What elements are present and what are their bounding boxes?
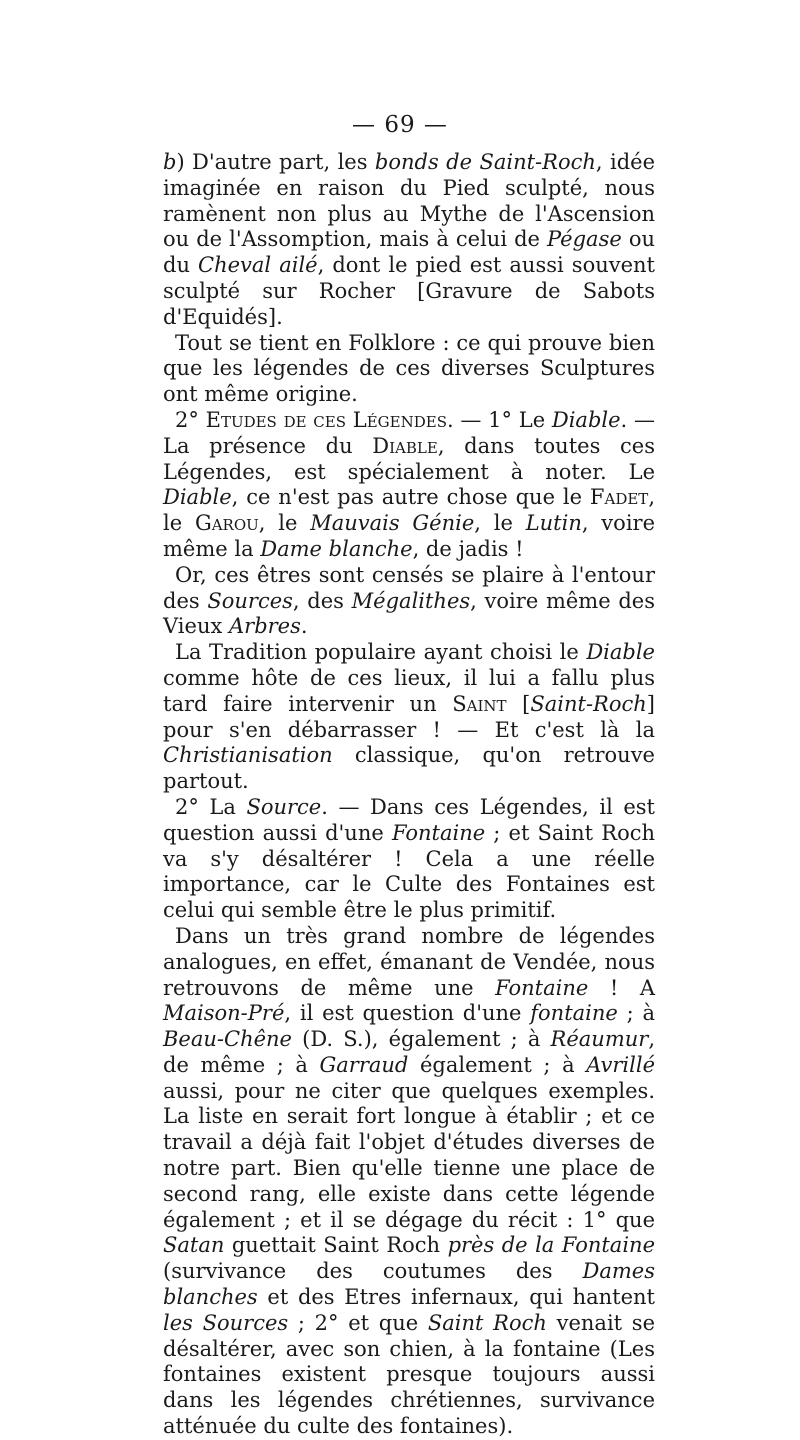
text-segment: . — La présence du [163,407,655,458]
text-segment: ; et Saint Roch va s'y désaltérer ! Cela a une réelle importance, car le Culte des Fontaines est celui qui semble être le plus primitif. [163,820,655,923]
text-segment: 2° La [175,794,247,819]
italic-text: Dames blanches [163,1259,655,1310]
text-segment: venait se désaltérer, avec son chien, à la fontaine (Les fontaines existent presque toujours aussi dans les légendes chrétiennes, survivance atténuée du culte des fontaines). [163,1310,656,1439]
italic-text: Source [246,794,322,819]
text-segment: . [300,614,308,639]
italic-text: Fontaine [391,820,486,845]
text-segment: Tout se tient en Folklore : ce qui prouve bien que les légendes de ces diverses Sculptures ont même origine. [163,330,655,407]
small-caps-text: Saint [452,691,507,716]
text-segment: et des Etres infernaux, qui hantent [257,1285,655,1310]
italic-text: Maison-Pré [163,1001,285,1026]
text-segment: , voire même des Vieux [163,588,655,639]
paragraph [163,150,655,331]
text-segment: . — Dans ces Légendes, il est question aussi d'une [163,794,655,845]
text-segment: ou du [163,227,656,278]
text-segment: , dans toutes ces Légendes, est spécialement à noter. Le [163,433,655,484]
text-segment: Dans un très grand nombre de légendes analogues, en effet, émanant de Vendée, nous retrouvons de même une [163,923,655,1000]
italic-text: b [163,150,177,174]
text-segment: , des [292,588,352,613]
italic-text: Sources [207,588,293,613]
text-segment: (survivance des coutumes des [163,1259,583,1284]
italic-text: Lutin [525,511,582,536]
italic-text: Mégalithes [351,588,471,613]
text-segment: , ce n'est pas autre chose que le [231,485,590,510]
text-segment: (D. S.), également ; à [291,1027,551,1052]
text-segment: comme hôte de ces lieux, il lui a fallu plus tard faire intervenir un [163,665,655,716]
text-segment: , idée imaginée en raison du Pied sculpté, nous ramènent non plus au Mythe de l'Ascension ou de l'Assomption, mais à celui de [163,150,655,252]
text-segment: ! A [588,975,655,1000]
text-segment: , de jadis ! [412,536,524,561]
text-segment: [ [506,691,531,716]
text-segment: , le [163,485,655,536]
italic-text: Avrillé [586,1052,655,1077]
text-segment: Or, ces êtres sont censés se plaire à l'entour des [163,562,655,613]
text-segment: , voire même la [163,511,655,561]
paragraph [163,331,655,408]
italic-text: Fontaine [495,975,589,1000]
italic-text: Christianisation [163,743,333,768]
text-segment: , le [474,511,526,536]
body-text [163,150,655,1440]
small-caps-text: Diable [372,433,438,458]
italic-text: Dame blanche [260,536,413,561]
text-segment: 2° [175,407,206,432]
page-number: — 69 — [352,112,448,138]
text-segment: , il est question d'une [284,1001,531,1026]
paragraph [163,924,655,1440]
italic-text: bonds de Saint-Roch [374,150,596,174]
text-segment: , de même ; à [163,1027,655,1077]
italic-text: Cheval ailé [198,253,318,278]
paragraph [163,408,655,563]
text-segment: ) D'autre part, les [176,150,375,174]
italic-text: Beau-Chêne [163,1027,292,1052]
text-segment: , dont le pied est aussi souvent sculpté sur Rocher [Gravure de Sabots d'Equidés]. [163,253,655,329]
text-segment: , le [258,511,311,536]
text-segment: . — 1° Le [446,407,552,432]
small-caps-text: Fadet [589,485,649,510]
paragraph [163,795,655,924]
text-segment: La Tradition populaire ayant choisi le [175,640,587,665]
text-segment: classique, qu'on retrouve partout. [163,743,655,794]
italic-text: Diable [586,640,655,665]
text-segment: ; 2° et que [288,1310,428,1335]
text-segment: également ; à [408,1052,587,1077]
italic-text: Garraud [319,1052,409,1077]
italic-text: Réaumur [550,1027,649,1052]
text-segment: ; à [617,1001,655,1026]
italic-text: les Sources [163,1310,289,1335]
italic-text: Satan [163,1233,225,1258]
italic-text: Diable [163,485,232,510]
paragraph [163,640,655,795]
text-segment: aussi, pour ne citer que quelques exemples. La liste en serait fort longue à établir ; et ce travail a déjà fait l'objet d'études diverses de notre part. Bien qu'elle tienne une place de second rang, elle existe dans cette légende également ; et il se dégage du récit : 1° que [163,1078,655,1232]
text-segment: guettait Saint Roch [224,1233,448,1258]
italic-text: près de la Fontaine [447,1233,655,1258]
italic-text: Mauvais Génie [310,511,475,536]
italic-text: Pégase [547,227,622,252]
italic-text: Arbres [228,614,301,639]
small-caps-text: Garou [194,511,259,536]
italic-text: Diable [551,407,621,432]
italic-text: fontaine [530,1001,618,1026]
small-caps-text: Etudes de ces Légendes [205,407,447,432]
italic-text: Saint Roch [427,1310,547,1335]
paragraph [163,563,655,640]
text-segment: ] pour s'en débarrasser ! — Et c'est là la [163,691,655,742]
italic-text: Saint-Roch [530,691,647,716]
